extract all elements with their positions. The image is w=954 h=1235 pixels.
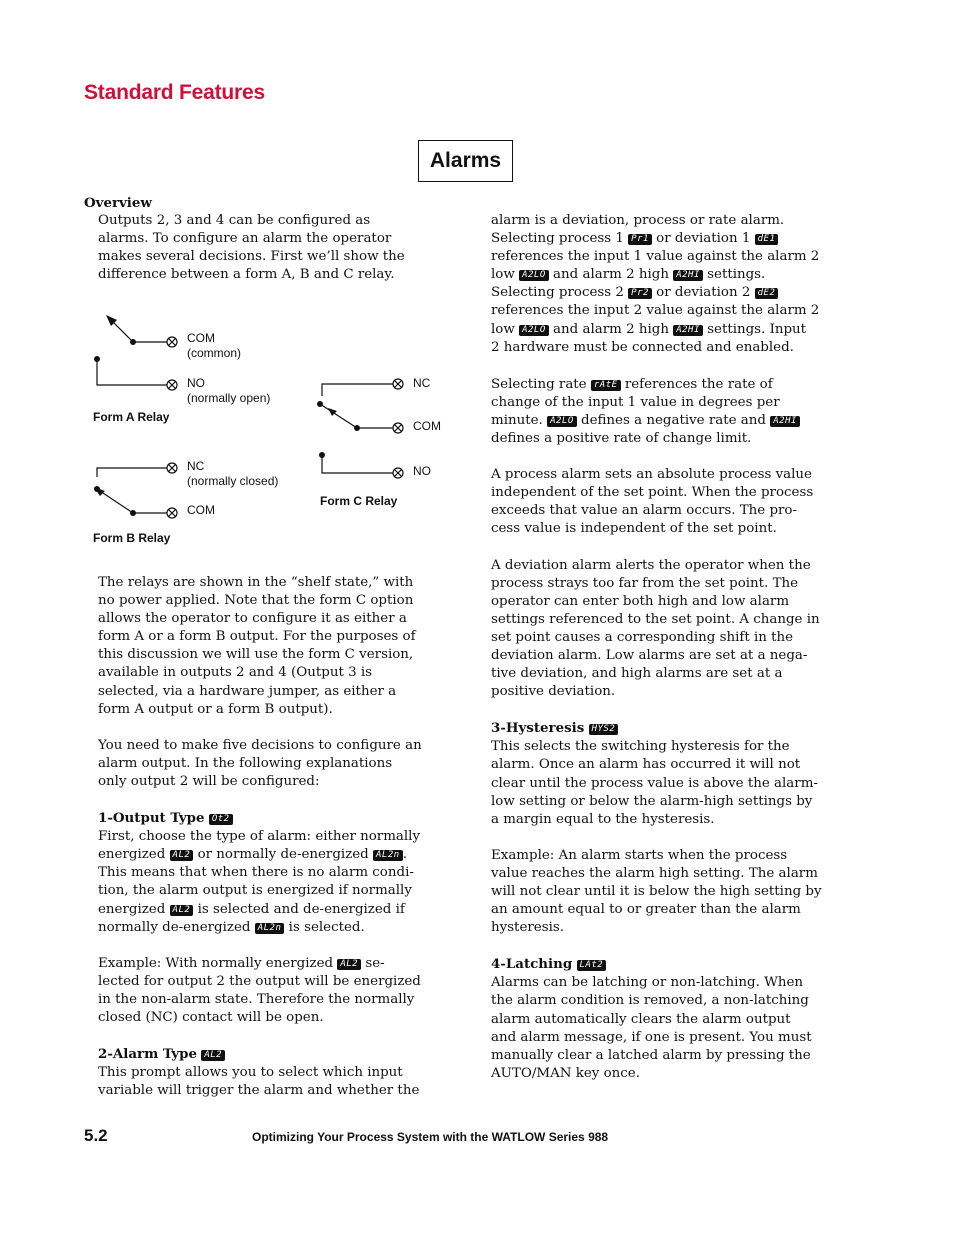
hysteresis-text: This selects the switching hysteresis for the alarm. Once an alarm has occurred it will not clear until the process value is above the alarm- low setting or below the alarm-high settings by a margin equal to the hysteresis. <box>491 739 818 827</box>
latching-section <box>491 955 822 1083</box>
form-b-caption: Form B Relay <box>93 531 171 545</box>
right-column-body <box>491 212 822 1083</box>
output-type-line: First, choose the type of alarm: either normally <box>98 829 421 845</box>
rate-paragraph: Selecting rate rAtE references the rate of change of the input 1 value in degrees per minute. A2LO defines a negative rate and A2HI defines a positive rate of change limit. <box>491 376 822 448</box>
output-type-section <box>98 809 422 937</box>
a2lo-code: A2LO <box>519 270 549 281</box>
alarm-type-heading: 2-Alarm Type <box>98 1046 198 1063</box>
hysteresis-heading: 3-Hysteresis <box>491 720 585 737</box>
output-type-line: energized AL2 or normally de-energized AL2n . <box>98 847 407 863</box>
page-title: Alarms <box>418 140 513 182</box>
hys2-code: HYS2 <box>589 724 619 735</box>
process-alarm-paragraph: A process alarm sets an absolute process value independent of the set point. When the process exceeds that value an alarm occurs. The pro- cess value is independent of the set point. <box>491 467 814 537</box>
left-column-body <box>98 574 422 1100</box>
lat2-code: LAt2 <box>577 960 607 971</box>
form-c-diagram <box>310 370 420 490</box>
alarm-type-text: This prompt allows you to select which input variable will trigger the alarm and whether the <box>98 1065 420 1099</box>
overview-section <box>84 194 405 284</box>
pr1-code: Pr1 <box>628 234 652 245</box>
form-a-com-label: COM <box>187 331 215 345</box>
latching-heading: 4-Latching <box>491 956 573 973</box>
pr2-code: Pr2 <box>628 288 652 299</box>
overview-heading: Overview <box>84 195 152 211</box>
form-a-no-sub: (normally open) <box>187 391 271 405</box>
a2lo-code: A2LO <box>547 416 577 427</box>
output-type-line: energized AL2 is selected and de-energized if <box>98 901 405 917</box>
a2lo-code: A2LO <box>519 325 549 336</box>
alarm-type-continued: alarm is a deviation, process or rate alarm. Selecting process 1 Pr1 or deviation 1 dE1 references the input 1 value against the alarm 2 low A2LO and alarm 2 high A2HI settings. Selecting process 2 Pr2 or deviation 2 dE2 references the input 2 value against the alarm 2 low A2LO and alarm 2 high A2HI settings. Input 2 hardware must be connected and enabled. <box>491 213 820 355</box>
form-c-nc-label: NC <box>413 376 431 390</box>
al2-code: AL2 <box>170 850 194 861</box>
a2hi-code: A2HI <box>673 325 703 336</box>
example-2-paragraph: Example: An alarm starts when the process value reaches the alarm high setting. The alarm will not clear until it is below the high setting by an amount equal to or greater than the alarm hysteresis. <box>491 847 822 936</box>
example-1-text: lected for output 2 the output will be energized in the non-alarm state. Therefore the normally closed (NC) contact will be open. <box>98 973 421 1025</box>
al2n-code: AL2n <box>255 923 285 934</box>
example-1: Example: With normally energized AL2 se- lected for output 2 the output will be energized in the non-alarm state. Therefore the normally closed (NC) contact will be open. <box>98 955 422 1027</box>
form-a-com-sub: (common) <box>187 346 242 360</box>
de1-code: dE1 <box>755 234 779 245</box>
a2hi-code: A2HI <box>673 270 703 281</box>
footer-text: Optimizing Your Process System with the WATLOW Series 988 <box>252 1130 609 1144</box>
relays-paragraph: The relays are shown in the “shelf state,” with no power applied. Note that the form C option allows the operator to configure it as either a form A or a form B output. For the purposes of this discussion we will use the form C version, available in outputs 2 and 4 (Output 3 is selected, via a hardware jumper, as either a form A output or a form B output). <box>98 575 416 717</box>
form-a-no-label: NO <box>187 376 205 390</box>
form-c-caption: Form C Relay <box>320 494 398 508</box>
output-type-heading: 1-Output Type <box>98 810 205 827</box>
al2n-code: AL2n <box>373 850 403 861</box>
alarm-type-section <box>98 1045 422 1100</box>
a2hi-code: A2HI <box>770 416 800 427</box>
section-title: Standard Features <box>84 81 265 104</box>
form-a-caption: Form A Relay <box>93 410 170 424</box>
decisions-paragraph: You need to make five decisions to configure an alarm output. In the following explanations only output 2 will be configured: <box>98 737 422 789</box>
form-b-nc-sub: (normally closed) <box>187 474 279 488</box>
form-b-relay <box>94 463 177 518</box>
form-b-com-label: COM <box>187 503 215 517</box>
de2-code: dE2 <box>755 288 779 299</box>
form-c-com-label: COM <box>413 419 441 433</box>
overview-text: Outputs 2, 3 and 4 can be configured as alarms. To configure an alarm the operator makes several decisions. First we’ll show the difference between a form A, B and C relay. <box>98 213 405 283</box>
form-b-nc-label: NC <box>187 459 205 473</box>
al2-code: AL2 <box>201 1050 225 1061</box>
form-a-relay <box>94 315 177 390</box>
output-type-line: tion, the alarm output is energized if normally <box>98 883 412 899</box>
deviation-alarm-paragraph: A deviation alarm alerts the operator when the process strays too far from the set point. The operator can enter both high and low alarm settings referenced to the set point. A change in set point causes a corresponding shift in the deviation alarm. Low alarms are set at a nega- tive deviation, and high alarms are set at a positive deviation. <box>491 557 820 700</box>
form-c-no-label: NO <box>413 464 431 478</box>
al2-code: AL2 <box>170 905 194 916</box>
ot2-code: Ot2 <box>209 814 233 825</box>
rate-code: rAtE <box>591 380 621 391</box>
al2-code: AL2 <box>337 959 361 970</box>
output-type-line: This means that when there is no alarm condi- <box>98 865 414 881</box>
output-type-line: normally de-energized AL2n is selected. <box>98 919 365 935</box>
hysteresis-section <box>491 719 822 829</box>
latching-text: Alarms can be latching or non-latching. When the alarm condition is removed, a non-latching alarm automatically clears the alarm output and alarm message, if one is present. You must manually clear a latched alarm by pressing the AUTO/MAN key once. <box>491 975 812 1081</box>
page-number: 5.2 <box>84 1126 108 1145</box>
